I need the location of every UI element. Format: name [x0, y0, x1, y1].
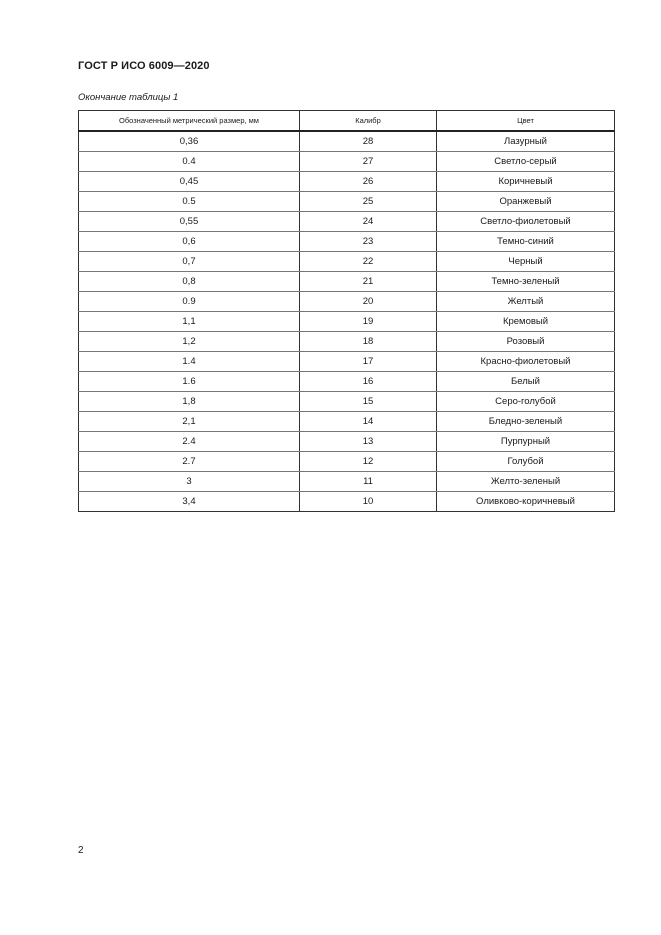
- size-cell: 2.4: [79, 432, 300, 452]
- table-row: [79, 412, 615, 432]
- table-row: [79, 172, 615, 192]
- table-row: [79, 232, 615, 252]
- color-cell: Лазурный: [437, 131, 615, 152]
- color-cell: Темно-зеленый: [437, 272, 615, 292]
- size-cell: 1,8: [79, 392, 300, 412]
- document-header: ГОСТ Р ИСО 6009—2020: [78, 60, 210, 72]
- color-cell: Темно-синий: [437, 232, 615, 252]
- gauge-cell: 10: [300, 492, 437, 512]
- table-caption: Окончание таблицы 1: [78, 92, 179, 103]
- size-cell: 2.7: [79, 452, 300, 472]
- gauge-cell: 19: [300, 312, 437, 332]
- table-row: [79, 131, 615, 152]
- size-color-table: [78, 110, 615, 512]
- color-cell: Желтый: [437, 292, 615, 312]
- table-row: [79, 272, 615, 292]
- table-row: [79, 372, 615, 392]
- size-cell: 2,1: [79, 412, 300, 432]
- table-row: [79, 252, 615, 272]
- color-cell: Черный: [437, 252, 615, 272]
- table-row: [79, 392, 615, 412]
- table-row: [79, 472, 615, 492]
- size-cell: 0.5: [79, 192, 300, 212]
- gauge-cell: 11: [300, 472, 437, 492]
- gauge-cell: 27: [300, 152, 437, 172]
- size-cell: 0,36: [79, 131, 300, 152]
- color-cell: Желто-зеленый: [437, 472, 615, 492]
- page-number: 2: [78, 845, 84, 856]
- color-cell: Оливково-коричневый: [437, 492, 615, 512]
- column-header-gauge: Калибр: [300, 111, 437, 132]
- gauge-cell: 13: [300, 432, 437, 452]
- gauge-cell: 28: [300, 131, 437, 152]
- size-cell: 3: [79, 472, 300, 492]
- color-cell: Светло-фиолетовый: [437, 212, 615, 232]
- gauge-cell: 18: [300, 332, 437, 352]
- size-cell: 0.9: [79, 292, 300, 312]
- gauge-cell: 17: [300, 352, 437, 372]
- size-cell: 1,2: [79, 332, 300, 352]
- gauge-cell: 23: [300, 232, 437, 252]
- size-cell: 0,45: [79, 172, 300, 192]
- color-cell: Голубой: [437, 452, 615, 472]
- size-cell: 0,6: [79, 232, 300, 252]
- color-cell: Пурпурный: [437, 432, 615, 452]
- gauge-cell: 12: [300, 452, 437, 472]
- table-row: [79, 432, 615, 452]
- size-cell: 0,55: [79, 212, 300, 232]
- gauge-cell: 26: [300, 172, 437, 192]
- color-cell: Розовый: [437, 332, 615, 352]
- gauge-cell: 14: [300, 412, 437, 432]
- table-row: [79, 292, 615, 312]
- column-header-color: Цвет: [437, 111, 615, 132]
- column-header-size: Обозначенный метрический размер, мм: [79, 111, 300, 132]
- color-cell: Светло-серый: [437, 152, 615, 172]
- color-cell: Белый: [437, 372, 615, 392]
- gauge-cell: 21: [300, 272, 437, 292]
- color-cell: Коричневый: [437, 172, 615, 192]
- table-row: [79, 312, 615, 332]
- gauge-cell: 22: [300, 252, 437, 272]
- gauge-cell: 20: [300, 292, 437, 312]
- size-cell: 1,1: [79, 312, 300, 332]
- size-cell: 1.4: [79, 352, 300, 372]
- gauge-cell: 24: [300, 212, 437, 232]
- color-cell: Красно-фиолетовый: [437, 352, 615, 372]
- color-cell: Кремовый: [437, 312, 615, 332]
- table-row: [79, 492, 615, 512]
- gauge-cell: 25: [300, 192, 437, 212]
- color-cell: Серо-голубой: [437, 392, 615, 412]
- table-row: [79, 212, 615, 232]
- color-cell: Бледно-зеленый: [437, 412, 615, 432]
- table-row: [79, 332, 615, 352]
- table-row: [79, 452, 615, 472]
- size-cell: 0,7: [79, 252, 300, 272]
- size-cell: 1.6: [79, 372, 300, 392]
- size-cell: 0,8: [79, 272, 300, 292]
- table-row: [79, 192, 615, 212]
- table-row: [79, 352, 615, 372]
- table-header-row: [79, 111, 615, 132]
- color-cell: Оранжевый: [437, 192, 615, 212]
- gauge-cell: 16: [300, 372, 437, 392]
- table-row: [79, 152, 615, 172]
- size-cell: 3,4: [79, 492, 300, 512]
- size-cell: 0.4: [79, 152, 300, 172]
- gauge-cell: 15: [300, 392, 437, 412]
